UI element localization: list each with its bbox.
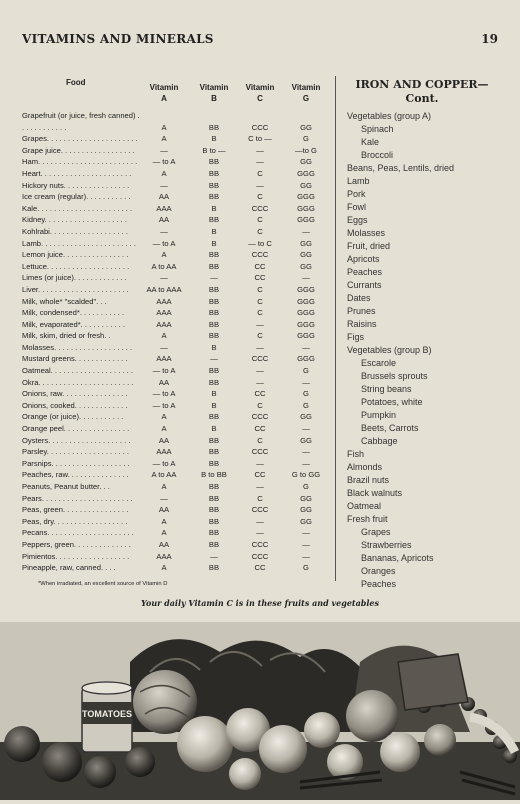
vitamin-a-value: AA — [158, 377, 170, 387]
iron-copper-item: Fresh fruit — [347, 514, 388, 524]
food-name: Pineapple, raw, canned. . . . — [22, 563, 116, 573]
vitamin-g-value: GG — [300, 435, 312, 445]
vitamin-c-value: — — [256, 377, 264, 387]
iron-copper-item: Potatoes, white — [361, 397, 423, 407]
iron-copper-item: Brazil nuts — [347, 475, 390, 485]
iron-copper-heading — [342, 78, 502, 106]
iron-copper-item: Peaches — [361, 579, 397, 589]
food-name: Kohlrabi. . . . . . . . . . . . . . . . . . . — [22, 226, 128, 236]
vitamin-c-value: CCC — [251, 354, 269, 364]
vitamin-c-value: — — [256, 342, 264, 352]
vitamin-table — [22, 76, 332, 574]
vitamin-a-value: AAA — [156, 447, 172, 457]
vitamin-c-value: C — [257, 215, 263, 225]
food-name: Milk, evaporated*. . . . . . . . . . . — [22, 319, 125, 329]
vitamin-b-value: BB — [208, 157, 220, 167]
food-name: Lemon juice. . . . . . . . . . . . . . . . — [22, 250, 129, 260]
table-row — [22, 226, 332, 238]
vitamin-c-value: — — [256, 458, 264, 468]
produce-photo — [0, 622, 520, 800]
vitamin-g-value: GG — [300, 516, 312, 526]
vitamin-g-value: G — [303, 366, 309, 376]
vitamin-g-value: — — [302, 342, 310, 352]
table-row — [22, 203, 332, 215]
vitamin-c-value: CC — [254, 261, 266, 271]
food-name: Okra. . . . . . . . . . . . . . . . . . . . . . . — [22, 377, 134, 387]
food-name: Peas, green. . . . . . . . . . . . . . . . — [22, 505, 129, 515]
running-head: VITAMINS AND MINERALS — [22, 32, 214, 46]
iron-copper-item: Eggs — [347, 215, 368, 225]
table-row — [22, 284, 332, 296]
vitamin-b-value: BB — [208, 192, 220, 202]
iron-copper-item: Apricots — [347, 254, 380, 264]
table-row — [22, 342, 332, 354]
vitamin-a-value: — — [160, 342, 168, 352]
vitamin-g-header — [284, 82, 328, 104]
vitamin-a-value: — to A — [152, 400, 176, 410]
table-row — [22, 307, 332, 319]
vitamin-g-value: — — [302, 377, 310, 387]
vitamin-a-value: — — [160, 493, 168, 503]
vitamin-a-value: A to AA — [151, 470, 177, 480]
iron-copper-item: Escarole — [361, 358, 397, 368]
table-row — [22, 435, 332, 447]
vitamin-g-value: GG — [300, 122, 312, 132]
vitamin-g-value: —to G — [295, 145, 317, 155]
iron-copper-item: Figs — [347, 332, 365, 342]
vitamin-c-label: Vitamin — [245, 83, 275, 92]
vitamin-a-value: A — [161, 250, 167, 260]
vitamin-a-value: — — [160, 145, 168, 155]
vitamin-a-label: Vitamin — [149, 83, 179, 92]
iron-copper-item: Currants — [347, 280, 382, 290]
vitamin-g-value: — — [302, 226, 310, 236]
vitamin-g-value: GGG — [297, 319, 315, 329]
food-name: Molasses. . . . . . . . . . . . . . . . . . . — [22, 342, 133, 352]
vitamin-a-value: — — [160, 273, 168, 283]
table-row — [22, 469, 332, 481]
vitamin-c-value: C — [257, 493, 263, 503]
vitamin-b-letter: B — [211, 94, 217, 103]
vitamin-g-value: GGG — [297, 354, 315, 364]
vitamin-a-value: — to A — [152, 366, 176, 376]
vitamin-c-value: C — [257, 192, 263, 202]
vitamin-a-value: AAA — [156, 308, 172, 318]
table-row — [22, 377, 332, 389]
vitamin-b-value: BB — [208, 435, 220, 445]
food-name: Limes (or juice). . . . . . . . . . . . . — [22, 273, 127, 283]
vitamin-b-value: BB — [208, 377, 220, 387]
table-row — [22, 145, 332, 157]
vitamin-g-value: GG — [300, 261, 312, 271]
food-name: Grapefruit (or juice, fresh canned) . . . . . . . . . . . . — [22, 111, 140, 132]
table-row — [22, 261, 332, 273]
vitamin-g-value: GG — [300, 250, 312, 260]
vitamin-a-value: AAA — [156, 203, 172, 213]
vitamin-b-value: BB — [208, 250, 220, 260]
food-name: Parsnips. . . . . . . . . . . . . . . . . . . — [22, 458, 130, 468]
vitamin-c-value: C — [257, 296, 263, 306]
vitamin-b-value: BB — [208, 412, 220, 422]
vitamin-a-value: AAA — [156, 551, 172, 561]
food-name: Milk, skim, dried or fresh. . — [22, 331, 111, 341]
table-row — [22, 388, 332, 400]
vitamin-a-value: AA — [158, 215, 170, 225]
iron-copper-item: Pork — [347, 189, 366, 199]
iron-copper-subtitle: Cont. — [405, 92, 439, 105]
vitamin-b-value: B to BB — [201, 470, 227, 480]
vitamin-b-value: BB — [208, 516, 220, 526]
food-name: Milk, whole* "scalded". . . — [22, 296, 107, 306]
vitamin-c-value: C — [257, 400, 263, 410]
table-row — [22, 446, 332, 458]
vitamin-g-value: GGG — [297, 331, 315, 341]
vitamin-g-value: — — [302, 539, 310, 549]
vitamin-c-value: — to C — [248, 238, 272, 248]
vitamin-b-value: BB — [208, 482, 220, 491]
vitamin-a-value: — — [160, 180, 168, 190]
vitamin-c-value: CCC — [251, 412, 269, 422]
vitamin-g-value: — — [302, 447, 310, 457]
table-body — [22, 110, 332, 574]
vitamin-c-value: — — [256, 145, 264, 155]
food-name: Ham. . . . . . . . . . . . . . . . . . . . . . . . — [22, 157, 138, 167]
vitamin-g-value: — — [302, 551, 310, 561]
vitamin-a-value: AAA — [156, 354, 172, 364]
vitamin-g-value: G to GG — [291, 470, 321, 480]
table-row — [22, 156, 332, 168]
vitamin-c-value: CC — [254, 563, 266, 573]
vitamin-g-value: GGG — [297, 296, 315, 306]
table-row — [22, 191, 332, 203]
food-name: Parsley. . . . . . . . . . . . . . . . . . . . — [22, 447, 130, 457]
vitamin-g-value: — — [302, 528, 310, 538]
vitamin-a-value: A — [161, 412, 167, 422]
table-header — [22, 76, 332, 110]
vitamin-a-value: — to A — [152, 157, 176, 167]
vitamin-c-value: C to — — [248, 134, 272, 144]
iron-copper-item: Fruit, dried — [347, 241, 391, 251]
vitamin-c-value: CCC — [251, 551, 269, 561]
vitamin-b-value: BB — [208, 447, 220, 457]
vitamin-c-value: CCC — [251, 539, 269, 549]
vitamin-c-value: C — [257, 168, 263, 178]
table-row — [22, 458, 332, 470]
table-row — [22, 365, 332, 377]
iron-copper-item: Dates — [347, 293, 371, 303]
vitamin-g-value: G — [303, 482, 309, 491]
produce-illustration — [0, 622, 520, 800]
vitamin-b-value: — — [210, 273, 218, 283]
food-name: Oysters. . . . . . . . . . . . . . . . . . . . — [22, 435, 131, 445]
vitamin-c-value: — — [256, 319, 264, 329]
table-row — [22, 481, 332, 493]
food-name: Pears. . . . . . . . . . . . . . . . . . . . . . — [22, 493, 133, 503]
vitamin-g-value: — — [302, 458, 310, 468]
food-name: Grape juice. . . . . . . . . . . . . . . . . . — [22, 145, 135, 155]
iron-copper-item: Bananas, Apricots — [361, 553, 434, 563]
table-row — [22, 527, 332, 539]
vitamin-g-value: — — [302, 424, 310, 434]
vitamin-a-value: A — [161, 134, 167, 144]
table-row — [22, 551, 332, 563]
vitamin-b-value: BB — [208, 180, 220, 190]
table-row — [22, 249, 332, 261]
food-name: Orange (or juice). . . . . . . . . . . — [22, 412, 124, 422]
vitamin-a-value: A — [161, 424, 167, 434]
column-divider — [335, 76, 336, 581]
vitamin-g-value: GG — [300, 238, 312, 248]
vitamin-b-value: B — [211, 424, 217, 434]
vitamin-g-value: GGG — [297, 168, 315, 178]
vitamin-g-value: G — [303, 134, 309, 144]
vitamin-g-letter: G — [302, 94, 310, 103]
food-name: Milk, condensed*. . . . . . . . . . . — [22, 308, 125, 318]
table-row — [22, 562, 332, 574]
vitamin-b-value: B — [211, 134, 217, 144]
table-row — [22, 133, 332, 145]
food-name: Kale. . . . . . . . . . . . . . . . . . . . . . . — [22, 203, 133, 213]
vitamin-b-value: BB — [208, 122, 220, 132]
vitamin-a-value: — — [160, 226, 168, 236]
vitamin-b-value: B — [211, 238, 217, 248]
iron-copper-item: String beans — [361, 384, 412, 394]
vitamin-a-value: — to A — [152, 238, 176, 248]
vitamin-b-value: BB — [208, 296, 220, 306]
food-name: Pecans. . . . . . . . . . . . . . . . . . . . . — [22, 528, 134, 538]
vitamin-b-value: BB — [208, 528, 220, 538]
iron-copper-item: Strawberries — [361, 540, 412, 550]
table-row — [22, 110, 332, 133]
iron-copper-item: Almonds — [347, 462, 383, 472]
vitamin-g-value: GGG — [297, 203, 315, 213]
vitamin-b-value: BB — [208, 308, 220, 318]
vitamin-c-value: — — [256, 157, 264, 167]
vitamin-b-value: BB — [208, 493, 220, 503]
vitamin-c-value: CCC — [251, 447, 269, 457]
iron-copper-item: Broccoli — [361, 150, 394, 160]
vitamin-c-value: CC — [254, 470, 266, 480]
vitamin-b-value: BB — [208, 505, 220, 515]
vitamin-a-value: A — [161, 528, 167, 538]
photo-caption: Your daily Vitamin C is in these fruits and vegetables — [140, 598, 380, 608]
food-name: Lettuce. . . . . . . . . . . . . . . . . . . . — [22, 261, 130, 271]
vitamin-g-value: GG — [300, 493, 312, 503]
table-row — [22, 504, 332, 516]
iron-copper-item: Lamb — [347, 176, 370, 186]
iron-copper-item: Fowl — [347, 202, 367, 212]
iron-copper-title: IRON AND COPPER— — [355, 78, 489, 91]
food-name: Onions, raw. . . . . . . . . . . . . . . . — [22, 389, 128, 399]
food-name: Orange peel. . . . . . . . . . . . . . . . — [22, 424, 130, 434]
table-row — [22, 539, 332, 551]
iron-copper-item: Vegetables (group B) — [347, 345, 432, 355]
table-row — [22, 423, 332, 435]
table-row — [22, 238, 332, 250]
vitamin-a-value: AAA — [156, 296, 172, 306]
vitamin-c-value: C — [257, 308, 263, 318]
table-row — [22, 296, 332, 308]
table-row — [22, 353, 332, 365]
food-name: Pimientos. . . . . . . . . . . . . . . . . . — [22, 551, 130, 561]
food-name: Peas, dry. . . . . . . . . . . . . . . . . . — [22, 516, 128, 526]
vitamin-c-value: — — [256, 180, 264, 190]
vitamin-a-value: A — [161, 122, 167, 132]
food-name: Hickory nuts. . . . . . . . . . . . . . . . — [22, 180, 130, 190]
vitamin-a-value: AA — [158, 435, 170, 445]
vitamin-c-value: CCC — [251, 505, 269, 515]
table-row — [22, 214, 332, 226]
food-name: Peaches, raw. . . . . . . . . . . . . . . — [22, 470, 129, 480]
iron-copper-item: Beets, Carrots — [361, 423, 419, 433]
table-row — [22, 400, 332, 412]
vitamin-b-value: B — [211, 203, 217, 213]
food-column-header: Food — [66, 78, 86, 87]
vitamin-c-header — [238, 82, 282, 104]
vitamin-b-value: BB — [208, 539, 220, 549]
iron-copper-item: Oatmeal — [347, 501, 382, 511]
vitamin-b-value: — — [210, 551, 218, 561]
vitamin-c-value: CCC — [251, 250, 269, 260]
vitamin-a-value: A — [161, 168, 167, 178]
vitamin-b-value: BB — [208, 563, 220, 573]
iron-copper-item: Peaches — [347, 267, 383, 277]
vitamin-b-value: B — [211, 400, 217, 410]
vitamin-a-value: A — [161, 482, 167, 491]
vitamin-a-header — [142, 82, 186, 104]
food-name: Mustard greens. . . . . . . . . . . . . — [22, 354, 128, 364]
food-name: Peanuts, Peanut butter. . . — [22, 482, 110, 491]
table-row — [22, 493, 332, 505]
vitamin-a-value: A to AA — [151, 261, 177, 271]
iron-copper-item: Oranges — [361, 566, 396, 576]
vitamin-b-value: BB — [208, 284, 220, 294]
food-name: Heart. . . . . . . . . . . . . . . . . . . . . . — [22, 168, 132, 178]
vitamin-g-value: GG — [300, 412, 312, 422]
vitamin-c-value: CCC — [251, 203, 269, 213]
vitamin-g-value: GG — [300, 505, 312, 515]
vitamin-c-value: CC — [254, 273, 266, 283]
vitamin-g-value: G — [303, 563, 309, 573]
vitamin-b-value: B — [211, 389, 217, 399]
vitamin-a-letter: A — [161, 94, 167, 103]
iron-copper-item: Grapes — [361, 527, 391, 537]
vitamin-a-value: A — [161, 331, 167, 341]
vitamin-a-value: A — [161, 516, 167, 526]
vitamin-b-value: BB — [208, 458, 220, 468]
food-name: Lamb. . . . . . . . . . . . . . . . . . . . . . . — [22, 238, 136, 248]
vitamin-a-value: AA — [158, 505, 170, 515]
iron-copper-item: Beans, Peas, Lentils, dried — [347, 163, 455, 173]
iron-copper-item: Molasses — [347, 228, 386, 238]
vitamin-g-value: GG — [300, 180, 312, 190]
vitamin-b-value: B to — — [202, 145, 226, 155]
vitamin-b-value: B — [211, 342, 217, 352]
iron-copper-item: Raisins — [347, 319, 377, 329]
vitamin-a-value: — to A — [152, 458, 176, 468]
iron-copper-item: Vegetables (group A) — [347, 111, 432, 121]
vitamin-g-label: Vitamin — [291, 83, 321, 92]
food-name: Ice cream (regular). . . . . . . . . . . — [22, 192, 131, 202]
table-footnote: *When irradiated, an excellent source of Vitamin D — [38, 581, 168, 587]
vitamin-a-value: AA — [158, 192, 170, 202]
vitamin-b-value: BB — [208, 319, 220, 329]
iron-copper-item: Kale — [361, 137, 380, 147]
vitamin-g-value: GGG — [297, 308, 315, 318]
vitamin-g-value: — — [302, 273, 310, 283]
vitamin-c-letter: C — [257, 94, 263, 103]
iron-copper-item: Black walnuts — [347, 488, 403, 498]
vitamin-c-value: — — [256, 366, 264, 376]
vitamin-c-value: C — [257, 435, 263, 445]
vitamin-b-value: BB — [208, 366, 220, 376]
can-label: TOMATOES — [81, 709, 133, 719]
vitamin-b-value: BB — [208, 215, 220, 225]
table-row — [22, 516, 332, 528]
vitamin-a-value: — to A — [152, 389, 176, 399]
vitamin-c-value: — — [256, 528, 264, 538]
vitamin-c-value: C — [257, 226, 263, 236]
iron-copper-item: Spinach — [361, 124, 394, 134]
vitamin-c-value: CCC — [251, 122, 269, 132]
food-name: Peppers, green. . . . . . . . . . . . . . — [22, 539, 131, 549]
vitamin-g-value: G — [303, 389, 309, 399]
vitamin-g-value: GGG — [297, 284, 315, 294]
vitamin-b-value: BB — [208, 261, 220, 271]
food-name: Kidney. . . . . . . . . . . . . . . . . . . . — [22, 215, 127, 225]
vitamin-g-value: GG — [300, 157, 312, 167]
iron-copper-item: Brussels sprouts — [361, 371, 428, 381]
table-row — [22, 168, 332, 180]
vitamin-g-value: G — [303, 400, 309, 410]
iron-copper-item: Fish — [347, 449, 365, 459]
vitamin-a-value: AA to AAA — [146, 284, 182, 294]
vitamin-b-value: — — [210, 354, 218, 364]
vitamin-b-label: Vitamin — [199, 83, 229, 92]
vitamin-b-value: BB — [208, 168, 220, 178]
vitamin-b-value: B — [211, 226, 217, 236]
vitamin-c-value: C — [257, 284, 263, 294]
iron-copper-item: Pumpkin — [361, 410, 397, 420]
table-row — [22, 180, 332, 192]
vitamin-g-value: GGG — [297, 192, 315, 202]
vitamin-b-header — [192, 82, 236, 104]
vitamin-c-value: — — [256, 516, 264, 526]
table-row — [22, 272, 332, 284]
vitamin-c-value: C — [257, 331, 263, 341]
table-row — [22, 411, 332, 423]
vitamin-a-value: A — [161, 563, 167, 573]
food-name: Liver. . . . . . . . . . . . . . . . . . . . . . — [22, 284, 129, 294]
food-name: Grapes. . . . . . . . . . . . . . . . . . . . . . — [22, 134, 138, 144]
iron-copper-item: Cabbage — [361, 436, 398, 446]
food-name: Oatmeal. . . . . . . . . . . . . . . . . . . . — [22, 366, 133, 376]
iron-copper-item: Prunes — [347, 306, 376, 316]
vitamin-a-value: AAA — [156, 319, 172, 329]
vitamin-c-value: CC — [254, 389, 266, 399]
table-row — [22, 330, 332, 342]
vitamin-c-value: — — [256, 482, 264, 491]
vitamin-a-value: AA — [158, 539, 170, 549]
page-number: 19 — [481, 32, 498, 46]
table-row — [22, 319, 332, 331]
vitamin-b-value: BB — [208, 331, 220, 341]
vitamin-g-value: GGG — [297, 215, 315, 225]
iron-copper-list — [347, 110, 507, 591]
vitamin-c-value: CC — [254, 424, 266, 434]
food-name: Onions, cooked. . . . . . . . . . . . . — [22, 400, 128, 410]
